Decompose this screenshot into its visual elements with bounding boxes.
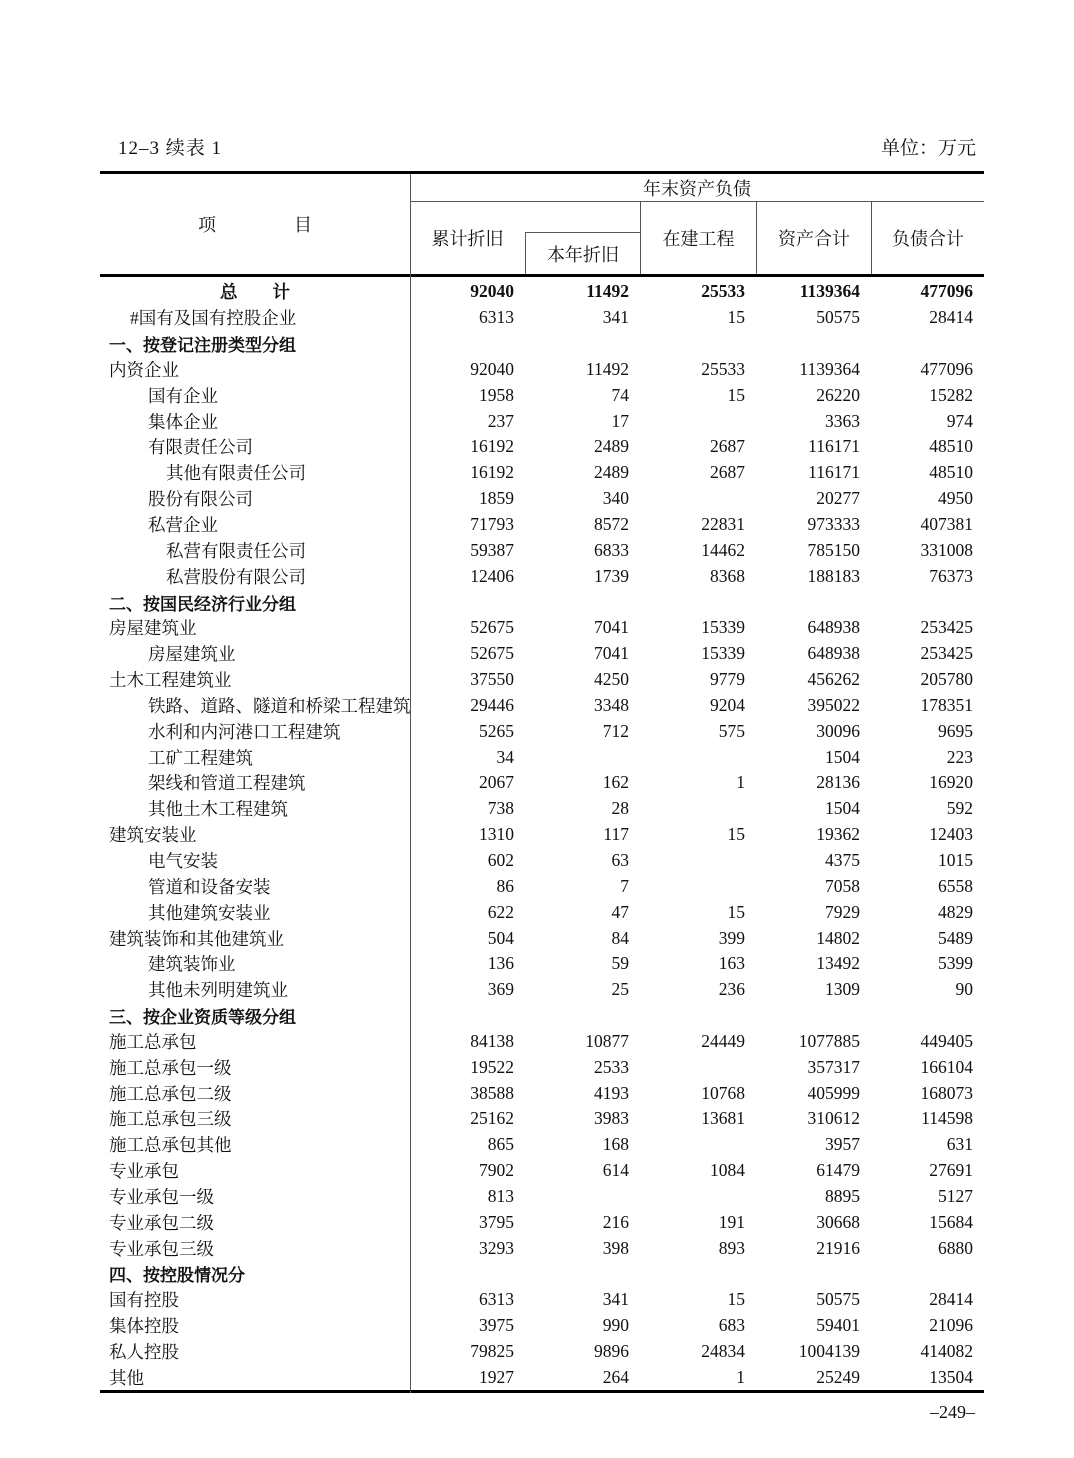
cell-value: 2489 xyxy=(594,462,629,483)
cell-value: 10768 xyxy=(701,1082,745,1103)
table-row xyxy=(100,1339,984,1365)
cell-value: 395022 xyxy=(807,694,860,715)
row-label: 房屋建筑业 xyxy=(109,618,197,639)
cell-value: 162 xyxy=(602,772,629,793)
cell-value: 2687 xyxy=(710,436,745,457)
cell-value: 74 xyxy=(611,384,629,405)
cell-value: 602 xyxy=(487,849,514,870)
cell-value: 15339 xyxy=(701,643,745,664)
table-row xyxy=(100,744,984,770)
table-row xyxy=(100,331,984,357)
cell-value: 25249 xyxy=(816,1366,860,1387)
row-label: 施工总承包二级 xyxy=(109,1083,232,1104)
cell-value: 3293 xyxy=(479,1237,514,1258)
row-label: 施工总承包其他 xyxy=(109,1135,232,1156)
cell-value: 28414 xyxy=(929,1289,973,1310)
cell-value: 48510 xyxy=(929,462,973,483)
cell-value: 1309 xyxy=(825,979,860,1000)
table-row xyxy=(100,1235,984,1261)
row-label: 其他未列明建筑业 xyxy=(148,980,288,1001)
cell-value: 92040 xyxy=(470,358,514,379)
cell-value: 21916 xyxy=(816,1237,860,1258)
cell-value: 340 xyxy=(602,488,629,509)
cell-value: 25162 xyxy=(470,1108,514,1129)
table-row xyxy=(100,718,984,744)
table-row xyxy=(100,1054,984,1080)
cell-value: 1139364 xyxy=(799,281,860,302)
cell-value: 15339 xyxy=(701,617,745,638)
cell-value: 237 xyxy=(487,410,514,431)
table-row xyxy=(100,382,984,408)
cell-value: 7058 xyxy=(825,875,860,896)
cell-value: 785150 xyxy=(807,539,860,560)
unit-of-measure-label: 单位：万元 xyxy=(880,138,976,159)
table-row xyxy=(100,460,984,486)
cell-value: 168 xyxy=(602,1134,629,1155)
cell-value: 14462 xyxy=(701,539,745,560)
col-construction-in-progress: 在建工程 xyxy=(640,202,756,274)
cell-value: 136 xyxy=(487,953,514,974)
row-label: 施工总承包一级 xyxy=(109,1057,232,1078)
cell-value: 178351 xyxy=(920,694,973,715)
cell-value: 13504 xyxy=(929,1366,973,1387)
table-row xyxy=(100,1364,984,1390)
row-label: 有限责任公司 xyxy=(148,437,253,458)
cell-value: 8572 xyxy=(594,514,629,535)
cell-value: 648938 xyxy=(807,643,860,664)
table-row xyxy=(100,1106,984,1132)
cell-value: 1004139 xyxy=(798,1341,860,1362)
cell-value: 28414 xyxy=(929,307,973,328)
table-row xyxy=(100,1313,984,1339)
table-row xyxy=(100,563,984,589)
cell-value: 1504 xyxy=(825,746,860,767)
cell-value: 24449 xyxy=(701,1030,745,1051)
cell-value: 34 xyxy=(496,746,514,767)
cell-value: 449405 xyxy=(920,1030,973,1051)
cell-value: 1084 xyxy=(710,1160,745,1181)
row-label: 专业承包二级 xyxy=(109,1212,214,1233)
row-label: 施工总承包三级 xyxy=(109,1109,232,1130)
table-row xyxy=(100,1158,984,1184)
cell-value: 9204 xyxy=(710,694,745,715)
table-row xyxy=(100,357,984,383)
cell-value: 9896 xyxy=(594,1341,629,1362)
cell-value: 3983 xyxy=(594,1108,629,1129)
item-column-header xyxy=(100,174,410,274)
cell-value: 236 xyxy=(718,979,745,1000)
cell-value: 216 xyxy=(602,1211,629,1232)
cell-value: 116171 xyxy=(808,436,860,457)
cell-value: 15 xyxy=(727,901,745,922)
cell-value: 5127 xyxy=(938,1185,973,1206)
row-label: 国有控股 xyxy=(109,1290,179,1311)
table-row xyxy=(100,486,984,512)
cell-value: 648938 xyxy=(807,617,860,638)
cell-value: 63 xyxy=(611,849,629,870)
cell-value: 4375 xyxy=(825,849,860,870)
cell-value: 15 xyxy=(727,1289,745,1310)
cell-value: 25 xyxy=(611,979,629,1000)
cell-value: 84138 xyxy=(470,1030,514,1051)
row-label: #国有及国有控股企业 xyxy=(130,308,297,329)
cell-value: 3975 xyxy=(479,1315,514,1336)
cell-value: 90 xyxy=(955,979,973,1000)
cell-value: 29446 xyxy=(470,694,514,715)
cell-value: 1 xyxy=(736,1366,745,1387)
cell-value: 1739 xyxy=(594,565,629,586)
table-body xyxy=(100,277,984,1393)
cell-value: 10877 xyxy=(585,1030,629,1051)
row-label: 私人控股 xyxy=(109,1342,179,1363)
row-label: 铁路、道路、隧道和桥梁工程建筑 xyxy=(148,695,410,716)
cell-value: 28 xyxy=(611,798,629,819)
cell-value: 19522 xyxy=(470,1056,514,1077)
cell-value: 19362 xyxy=(816,824,860,845)
col-current-year-depreciation: 本年折旧 xyxy=(525,232,640,274)
row-label: 土木工程建筑业 xyxy=(109,670,232,691)
cell-value: 7902 xyxy=(479,1160,514,1181)
cell-value: 47 xyxy=(611,901,629,922)
row-label: 房屋建筑业 xyxy=(148,644,236,665)
cell-value: 1927 xyxy=(479,1366,514,1387)
table-row xyxy=(100,1132,984,1158)
cell-value: 1859 xyxy=(479,488,514,509)
cell-value: 52675 xyxy=(470,643,514,664)
cell-value: 1015 xyxy=(938,849,973,870)
cell-value: 622 xyxy=(487,901,514,922)
table-row xyxy=(100,434,984,460)
cell-value: 4250 xyxy=(594,669,629,690)
row-label: 集体控股 xyxy=(109,1316,179,1337)
cell-value: 76373 xyxy=(929,565,973,586)
cell-value: 6833 xyxy=(594,539,629,560)
cell-value: 15 xyxy=(727,824,745,845)
row-label: 电气安装 xyxy=(148,850,218,871)
statistics-table xyxy=(100,171,984,1393)
row-label: 二、按国民经济行业分组 xyxy=(109,594,296,614)
row-label: 建筑装饰和其他建筑业 xyxy=(109,928,284,949)
cell-value: 14802 xyxy=(816,927,860,948)
cell-value: 11492 xyxy=(585,358,629,379)
row-label: 私营有限责任公司 xyxy=(166,540,306,561)
cell-value: 117 xyxy=(603,824,629,845)
table-row xyxy=(100,822,984,848)
cell-value: 5489 xyxy=(938,927,973,948)
cell-value: 223 xyxy=(946,746,973,767)
cell-value: 52675 xyxy=(470,617,514,638)
cell-value: 168073 xyxy=(920,1082,973,1103)
table-row xyxy=(100,589,984,615)
table-row xyxy=(100,1287,984,1313)
row-label: 水利和内河港口工程建筑 xyxy=(148,721,341,742)
cell-value: 48510 xyxy=(929,436,973,457)
row-label: 集体企业 xyxy=(148,411,218,432)
cell-value: 25533 xyxy=(701,281,745,302)
cell-value: 7041 xyxy=(594,643,629,664)
cell-value: 3363 xyxy=(825,410,860,431)
cell-value: 15684 xyxy=(929,1211,973,1232)
cell-value: 631 xyxy=(946,1134,973,1155)
cell-value: 575 xyxy=(718,720,745,741)
cell-value: 264 xyxy=(602,1366,629,1387)
cell-value: 712 xyxy=(602,720,629,741)
cell-value: 25533 xyxy=(701,358,745,379)
row-label: 三、按企业资质等级分组 xyxy=(109,1008,296,1028)
table-row xyxy=(100,925,984,951)
cell-value: 2489 xyxy=(594,436,629,457)
table-row xyxy=(100,1028,984,1054)
row-label: 内资企业 xyxy=(109,359,179,380)
row-label: 其他 xyxy=(109,1367,144,1388)
cell-value: 20277 xyxy=(816,488,860,509)
cell-value: 341 xyxy=(602,307,629,328)
cell-value: 3348 xyxy=(594,694,629,715)
col-accumulated-depreciation: 累计折旧 xyxy=(431,229,504,249)
cell-value: 13681 xyxy=(701,1108,745,1129)
row-label: 国有企业 xyxy=(148,385,218,406)
table-row xyxy=(100,951,984,977)
col-total-assets: 资产合计 xyxy=(756,202,871,274)
cell-value: 26220 xyxy=(816,384,860,405)
cell-value: 71793 xyxy=(470,514,514,535)
cell-value: 17 xyxy=(611,410,629,431)
cell-value: 4829 xyxy=(938,901,973,922)
cell-value: 21096 xyxy=(929,1315,973,1336)
cell-value: 398 xyxy=(602,1237,629,1258)
row-label: 专业承包一级 xyxy=(109,1186,214,1207)
cell-value: 414082 xyxy=(920,1341,973,1362)
cell-value: 4950 xyxy=(938,488,973,509)
cell-value: 3795 xyxy=(479,1211,514,1232)
row-label: 私营股份有限公司 xyxy=(166,566,306,587)
table-row xyxy=(100,977,984,1003)
group-header-year-end-assets-liabilities: 年末资产负债 xyxy=(410,174,984,202)
cell-value: 163 xyxy=(718,953,745,974)
cell-value: 188183 xyxy=(807,565,860,586)
cell-value: 22831 xyxy=(701,514,745,535)
cell-value: 50575 xyxy=(816,1289,860,1310)
table-row xyxy=(100,848,984,874)
cell-value: 6558 xyxy=(938,875,973,896)
cell-value: 12406 xyxy=(470,565,514,586)
row-label: 总 计 xyxy=(220,282,290,303)
row-label: 建筑装饰业 xyxy=(148,954,236,975)
row-label: 其他建筑安装业 xyxy=(148,902,271,923)
cell-value: 27691 xyxy=(929,1160,973,1181)
row-label: 建筑安装业 xyxy=(109,825,197,846)
cell-value: 30668 xyxy=(816,1211,860,1232)
cell-value: 16192 xyxy=(470,436,514,457)
cell-value: 61479 xyxy=(816,1160,860,1181)
row-label: 施工总承包 xyxy=(109,1031,197,1052)
row-label: 架线和管道工程建筑 xyxy=(148,773,306,794)
cell-value: 7 xyxy=(620,875,629,896)
row-label: 专业承包三级 xyxy=(109,1238,214,1259)
cell-value: 813 xyxy=(487,1185,514,1206)
cell-value: 38588 xyxy=(470,1082,514,1103)
cell-value: 2687 xyxy=(710,462,745,483)
cell-value: 30096 xyxy=(816,720,860,741)
cell-value: 205780 xyxy=(920,669,973,690)
cell-value: 357317 xyxy=(807,1056,860,1077)
cell-value: 37550 xyxy=(470,669,514,690)
row-label: 其他土木工程建筑 xyxy=(148,799,288,820)
cell-value: 79825 xyxy=(470,1341,514,1362)
item-header-char-1: 项 xyxy=(198,215,216,235)
cell-value: 15 xyxy=(727,307,745,328)
cell-value: 92040 xyxy=(470,281,514,302)
col-total-liabilities: 负债合计 xyxy=(871,202,984,274)
cell-value: 477096 xyxy=(920,358,973,379)
cell-value: 1310 xyxy=(479,824,514,845)
row-label: 专业承包 xyxy=(109,1161,179,1182)
cell-value: 3957 xyxy=(825,1134,860,1155)
table-caption xyxy=(100,132,984,160)
cell-value: 1958 xyxy=(479,384,514,405)
cell-value: 24834 xyxy=(701,1341,745,1362)
table-row xyxy=(100,641,984,667)
cell-value: 7041 xyxy=(594,617,629,638)
table-row xyxy=(100,512,984,538)
cell-value: 893 xyxy=(718,1237,745,1258)
table-row xyxy=(100,873,984,899)
item-header-char-2: 目 xyxy=(294,215,312,235)
cell-value: 114598 xyxy=(921,1108,973,1129)
row-label: 其他有限责任公司 xyxy=(166,463,306,484)
cell-value: 331008 xyxy=(920,539,973,560)
row-label: 四、按控股情况分 xyxy=(109,1266,245,1286)
cell-value: 8895 xyxy=(825,1185,860,1206)
cell-value: 1139364 xyxy=(799,358,860,379)
cell-value: 9695 xyxy=(938,720,973,741)
cell-value: 865 xyxy=(487,1134,514,1155)
cell-value: 683 xyxy=(718,1315,745,1336)
row-label: 工矿工程建筑 xyxy=(148,747,253,768)
cell-value: 477096 xyxy=(920,281,973,302)
table-row xyxy=(100,1003,984,1029)
cell-value: 253425 xyxy=(920,643,973,664)
table-row xyxy=(100,1184,984,1210)
table-row xyxy=(100,408,984,434)
cell-value: 1504 xyxy=(825,798,860,819)
cell-value: 407381 xyxy=(920,514,973,535)
cell-value: 1 xyxy=(736,772,745,793)
cell-value: 8368 xyxy=(710,565,745,586)
table-row xyxy=(100,770,984,796)
cell-value: 50575 xyxy=(816,307,860,328)
cell-value: 253425 xyxy=(920,617,973,638)
cell-value: 341 xyxy=(602,1289,629,1310)
table-row xyxy=(100,537,984,563)
cell-value: 7929 xyxy=(825,901,860,922)
cell-value: 614 xyxy=(602,1160,629,1181)
table-continuation-label: 12–3 续表 1 xyxy=(118,138,223,159)
page-number: –249– xyxy=(930,1402,975,1422)
cell-value: 592 xyxy=(946,798,973,819)
cell-value: 15 xyxy=(727,384,745,405)
cell-value: 28136 xyxy=(816,772,860,793)
cell-value: 369 xyxy=(487,979,514,1000)
cell-value: 16192 xyxy=(470,462,514,483)
cell-value: 84 xyxy=(611,927,629,948)
cell-value: 59387 xyxy=(470,539,514,560)
cell-value: 990 xyxy=(602,1315,629,1336)
cell-value: 1077885 xyxy=(798,1030,860,1051)
table-row xyxy=(100,1261,984,1287)
cell-value: 5399 xyxy=(938,953,973,974)
table-header xyxy=(100,174,984,277)
table-row xyxy=(100,899,984,925)
cell-value: 310612 xyxy=(807,1108,860,1129)
cell-value: 456262 xyxy=(807,669,860,690)
table-row xyxy=(100,693,984,719)
cell-value: 4193 xyxy=(594,1082,629,1103)
cell-value: 2533 xyxy=(594,1056,629,1077)
cell-value: 504 xyxy=(487,927,514,948)
cell-value: 974 xyxy=(946,410,973,431)
column-headers xyxy=(410,202,984,274)
table-row xyxy=(100,279,984,305)
cell-value: 9779 xyxy=(710,669,745,690)
cell-value: 6313 xyxy=(479,1289,514,1310)
cell-value: 12403 xyxy=(929,824,973,845)
cell-value: 13492 xyxy=(816,953,860,974)
row-label: 股份有限公司 xyxy=(148,489,253,510)
row-label: 管道和设备安装 xyxy=(148,876,271,897)
cell-value: 6880 xyxy=(938,1237,973,1258)
cell-value: 11492 xyxy=(586,281,629,302)
item-data-divider xyxy=(410,174,411,1393)
cell-value: 59 xyxy=(611,953,629,974)
cell-value: 166104 xyxy=(920,1056,973,1077)
table-row xyxy=(100,615,984,641)
cell-value: 116171 xyxy=(808,462,860,483)
cell-value: 973333 xyxy=(807,514,860,535)
cell-value: 399 xyxy=(718,927,745,948)
cell-value: 59401 xyxy=(816,1315,860,1336)
cell-value: 15282 xyxy=(929,384,973,405)
table-row xyxy=(100,796,984,822)
cell-value: 5265 xyxy=(479,720,514,741)
table-row xyxy=(100,1209,984,1235)
table-row xyxy=(100,305,984,331)
cell-value: 405999 xyxy=(807,1082,860,1103)
table-row xyxy=(100,667,984,693)
cell-value: 6313 xyxy=(479,307,514,328)
cell-value: 738 xyxy=(487,798,514,819)
cell-value: 16920 xyxy=(929,772,973,793)
cell-value: 2067 xyxy=(479,772,514,793)
row-label: 一、按登记注册类型分组 xyxy=(109,336,296,356)
row-label: 私营企业 xyxy=(148,515,218,536)
table-row xyxy=(100,1080,984,1106)
cell-value: 191 xyxy=(718,1211,745,1232)
cell-value: 86 xyxy=(496,875,514,896)
